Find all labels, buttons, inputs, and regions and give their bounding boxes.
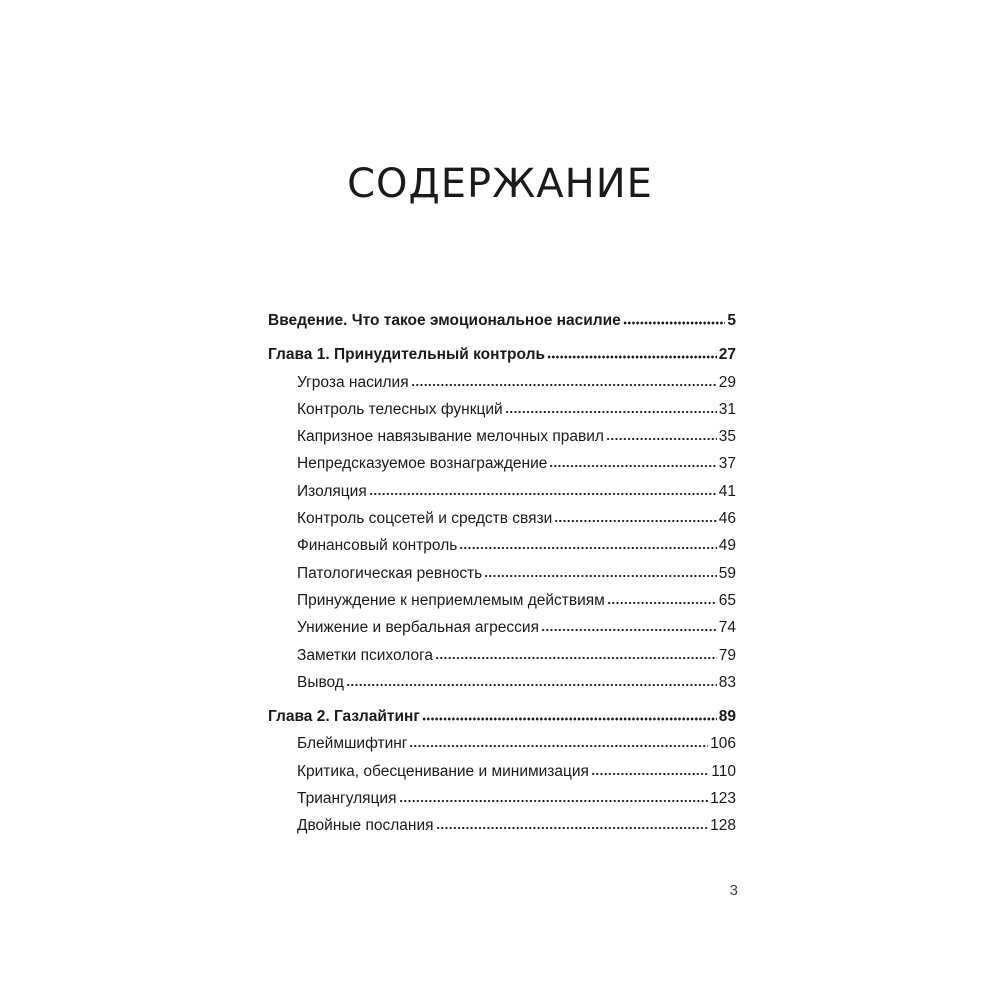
dot-leader — [399, 799, 709, 803]
toc-entry-section[interactable] — [268, 812, 736, 839]
toc-entry-label: Угроза насилия — [297, 373, 409, 391]
dot-leader — [422, 717, 717, 721]
toc-entry-chapter-2[interactable] — [268, 703, 736, 730]
dot-leader — [369, 492, 717, 496]
toc-entry-label: Принуждение к неприемлемым действиям — [297, 591, 605, 609]
toc-entry-page: 123 — [710, 790, 736, 808]
toc-entry-label: Глава 2. Газлайтинг — [268, 708, 420, 726]
page-number: 3 — [729, 882, 738, 899]
toc-entry-section[interactable] — [268, 560, 736, 587]
toc-entry-section[interactable] — [268, 478, 736, 505]
toc-entry-section[interactable] — [268, 758, 736, 785]
toc-entry-page: 106 — [710, 735, 736, 753]
toc-entry-label: Вывод — [297, 673, 344, 691]
toc-entry-page: 41 — [718, 482, 736, 500]
toc-entry-section[interactable] — [268, 505, 736, 532]
toc-entry-page: 31 — [718, 400, 736, 418]
dot-leader — [435, 656, 717, 660]
toc-entry-label: Контроль телесных функций — [297, 400, 503, 418]
toc-entry-label: Введение. Что такое эмоциональное насилие — [268, 312, 621, 329]
dot-leader — [346, 683, 717, 687]
dot-leader — [607, 601, 717, 605]
toc-entry-section[interactable] — [268, 785, 736, 812]
toc-entry-section[interactable] — [268, 450, 736, 477]
toc-entry-label: Двойные послания — [297, 817, 434, 835]
dot-leader — [547, 355, 717, 359]
toc-entry-label: Заметки психолога — [297, 646, 434, 664]
dot-leader — [591, 772, 709, 776]
toc-entry-page: 46 — [718, 510, 736, 528]
toc-entry-section[interactable] — [268, 532, 736, 559]
dot-leader — [606, 437, 717, 441]
toc-entry-label: Непредсказуемое вознаграждение — [297, 455, 548, 473]
toc-entry-label: Капризное навязывание мелочных правил — [297, 428, 604, 446]
toc-entry-page: 27 — [718, 346, 736, 364]
toc-entry-section[interactable] — [268, 423, 736, 450]
toc-entry-label: Финансовый контроль — [297, 537, 458, 555]
toc-entry-page: 79 — [718, 646, 736, 664]
toc-entry-label: Контроль соцсетей и средств связи — [297, 510, 553, 528]
toc-entry-page: 35 — [718, 428, 736, 446]
toc-entry-page: 83 — [718, 673, 736, 691]
page-title: СОДЕРЖАНИЕ — [347, 161, 653, 207]
toc-entry-section[interactable] — [268, 669, 736, 696]
toc-entry-introduction[interactable] — [268, 307, 736, 334]
toc-entry-page: 110 — [711, 762, 736, 780]
toc-entry-label: Глава 1. Принудительный контроль — [268, 346, 545, 364]
toc-entry-section[interactable] — [268, 730, 736, 757]
dot-leader — [411, 383, 717, 387]
toc-entry-section[interactable] — [268, 587, 736, 614]
toc-entry-chapter-1[interactable] — [268, 341, 736, 368]
toc-entry-section[interactable] — [268, 642, 736, 669]
dot-leader — [409, 744, 708, 748]
toc-entry-label: Патологическая ревность — [297, 564, 483, 582]
dot-leader — [484, 574, 717, 578]
toc-entry-page: 37 — [718, 455, 736, 473]
table-of-contents — [268, 307, 736, 840]
toc-entry-page: 128 — [710, 817, 736, 835]
toc-entry-label: Триангуляция — [297, 790, 397, 808]
dot-leader — [436, 826, 709, 830]
toc-entry-page: 74 — [718, 619, 736, 637]
dot-leader — [459, 546, 716, 550]
toc-entry-label: Изоляция — [297, 482, 367, 500]
toc-entry-page: 59 — [718, 564, 736, 582]
dot-leader — [554, 519, 716, 523]
toc-entry-label: Блеймшифтинг — [297, 735, 408, 753]
toc-entry-page: 89 — [718, 708, 736, 726]
toc-entry-page: 65 — [718, 591, 736, 609]
toc-entry-label: Критика, обесценивание и минимизация — [297, 762, 589, 780]
dot-leader — [541, 628, 717, 632]
toc-entry-page: 49 — [718, 537, 736, 555]
toc-entry-page: 5 — [727, 312, 736, 329]
dot-leader — [505, 410, 717, 414]
toc-entry-page: 29 — [718, 373, 736, 391]
toc-entry-section[interactable] — [268, 396, 736, 423]
toc-entry-label: Унижение и вербальная агрессия — [297, 619, 539, 637]
dot-leader — [623, 321, 726, 325]
toc-entry-section[interactable] — [268, 369, 736, 396]
toc-entry-section[interactable] — [268, 614, 736, 641]
dot-leader — [549, 464, 716, 468]
